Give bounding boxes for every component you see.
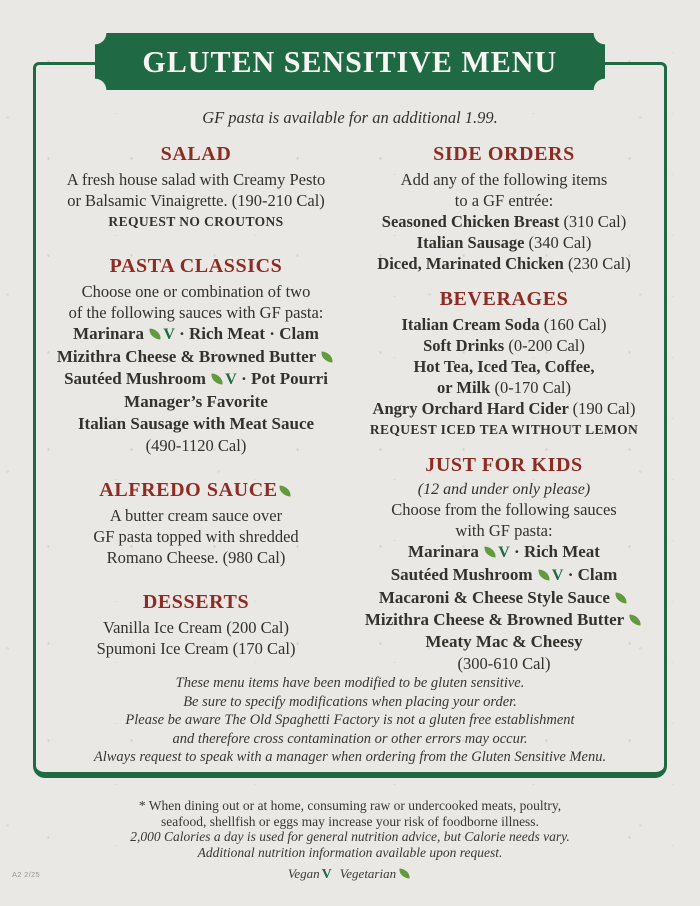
leaf-icon <box>278 485 291 496</box>
menu-section-salad <box>42 142 350 232</box>
menu-line-text: Choose from the following sauces <box>391 500 617 519</box>
section-heading-text: ALFREDO SAUCE <box>99 479 278 501</box>
menu-line-text: or Milk <box>437 378 495 397</box>
note-line: Always request to speak with a manager when ordering from the Gluten Sensitive Menu. <box>93 749 607 765</box>
menu-line <box>350 420 658 440</box>
menu-line-text: Macaroni & Cheese Style Sauce <box>378 588 615 607</box>
menu-line-text: (300-610 Cal) <box>457 654 551 673</box>
section-heading <box>42 254 350 279</box>
leaf-icon <box>211 373 224 384</box>
menu-line-text: Meaty Mac & Cheesy <box>425 632 583 651</box>
menu-line-text: Italian Sausage <box>416 233 529 252</box>
menu-line-text: (190 Cal) <box>572 399 636 418</box>
menu-section-alfredo-sauce <box>42 478 350 568</box>
note-line: Be sure to specify modifications when placing your order. <box>183 693 517 710</box>
menu-line <box>42 413 350 435</box>
doc-code: A2 2/25 <box>12 870 40 879</box>
section-heading <box>350 142 658 167</box>
menu-line <box>350 499 658 520</box>
section-heading-text: JUST FOR KIDS <box>425 454 583 476</box>
menu-line <box>350 520 658 541</box>
leaf-icon <box>484 546 497 557</box>
menu-line-text: Sautéed Mushroom <box>390 565 537 584</box>
menu-line <box>350 609 658 631</box>
footnote-line: * When dining out or at home, consuming raw or undercooked meats, poultry, <box>138 798 562 813</box>
menu-line <box>350 253 658 274</box>
menu-line-text: Soft Drinks <box>423 336 509 355</box>
menu-section-beverages <box>350 287 658 440</box>
vegan-v-icon: V <box>163 326 175 343</box>
menu-line-text: Italian Sausage with Meat Sauce <box>77 414 315 433</box>
note-line: These menu items have been modified to be gluten sensitive. <box>175 675 525 691</box>
menu-line-text: (160 Cal) <box>543 315 607 334</box>
menu-line <box>350 314 658 335</box>
menu-line-text: Sautéed Mushroom <box>64 369 211 388</box>
leaf-icon <box>321 351 334 362</box>
menu-title-banner <box>95 33 605 90</box>
menu-line-text: · Pot Pourri <box>236 369 328 388</box>
menu-line-text: (490-1120 Cal) <box>145 436 247 455</box>
menu-line <box>350 653 658 674</box>
menu-line-text: Angry Orchard Hard Cider <box>372 399 573 418</box>
vegan-v-icon: V <box>321 867 332 882</box>
menu-line-text: Manager’s Favorite <box>124 392 268 411</box>
vegan-v-icon: V <box>498 544 510 561</box>
menu-line <box>350 190 658 211</box>
menu-line-text: with GF pasta: <box>455 521 553 540</box>
section-heading-text: SIDE ORDERS <box>433 143 575 165</box>
left-column <box>42 142 350 687</box>
menu-line-text: · Rich Meat · Clam <box>174 324 319 343</box>
menu-line <box>42 617 350 638</box>
menu-line <box>350 541 658 564</box>
section-heading <box>350 453 658 478</box>
menu-line <box>350 377 658 398</box>
menu-line-text: Choose one or combination of two <box>81 282 311 301</box>
menu-line-text: Marinara <box>408 542 484 561</box>
footnote-line: seafood, shellfish or eggs may increase your risk of foodborne illness. <box>161 813 539 829</box>
menu-line <box>350 211 658 232</box>
vegan-v-icon: V <box>225 371 237 388</box>
menu-line <box>42 547 350 568</box>
menu-line <box>42 638 350 659</box>
menu-line-text: Spumoni Ice Cream (170 Cal) <box>96 639 296 658</box>
menu-section-just-for-kids <box>350 453 658 674</box>
section-heading <box>42 142 350 167</box>
menu-line <box>42 190 350 211</box>
page-title: GLUTEN SENSITIVE MENU <box>142 43 558 79</box>
menu-line <box>42 346 350 368</box>
menu-line <box>350 480 658 499</box>
menu-line <box>42 526 350 547</box>
menu-line-text: or Balsamic Vinaigrette. (190-210 Cal) <box>67 191 325 210</box>
menu-subtitle: GF pasta is available for an additional 1.99. <box>202 108 498 127</box>
menu-line-text: REQUEST NO CROUTONS <box>108 214 284 229</box>
menu-line <box>42 281 350 302</box>
menu-line-text: to a GF entrée: <box>454 191 554 210</box>
menu-line-text: (0-170 Cal) <box>494 378 571 397</box>
menu-line-text: Diced, Marinated Chicken <box>377 254 568 273</box>
menu-line <box>350 587 658 609</box>
menu-line <box>42 435 350 456</box>
menu-line <box>42 391 350 413</box>
menu-section-side-orders <box>350 142 658 274</box>
diet-legend <box>0 866 700 883</box>
menu-line <box>350 356 658 377</box>
menu-line-text: REQUEST ICED TEA WITHOUT LEMON <box>369 422 639 437</box>
menu-line-text: Mizithra Cheese & Browned Butter <box>56 347 321 366</box>
menu-line-text: (12 and under only please) <box>417 481 591 498</box>
section-heading-text: SALAD <box>160 143 232 165</box>
footnote-line: Additional nutrition information available upon request. <box>197 844 503 860</box>
leaf-icon <box>537 569 550 580</box>
section-heading-text: BEVERAGES <box>439 288 569 310</box>
section-heading <box>42 478 350 503</box>
menu-line-text: Vanilla Ice Cream (200 Cal) <box>102 618 289 637</box>
menu-line-text: GF pasta topped with shredded <box>93 527 299 546</box>
vegan-label: Vegan <box>287 866 320 881</box>
modification-notes <box>50 674 650 767</box>
menu-line <box>350 631 658 653</box>
leaf-icon <box>149 328 162 339</box>
leaf-icon <box>399 868 411 878</box>
menu-line-text: Italian Cream Soda <box>401 315 544 334</box>
menu-section-desserts <box>42 590 350 659</box>
menu-line <box>42 505 350 526</box>
menu-line <box>42 212 350 232</box>
menu-line-text: (340 Cal) <box>528 233 592 252</box>
menu-columns <box>42 142 658 687</box>
menu-line <box>42 323 350 346</box>
menu-section-pasta-classics <box>42 254 350 456</box>
menu-line-text: (230 Cal) <box>567 254 631 273</box>
menu-line-text: (0-200 Cal) <box>508 336 585 355</box>
menu-line-text: A fresh house salad with Creamy Pesto <box>66 170 326 189</box>
menu-line-text: Marinara <box>73 324 149 343</box>
vegan-v-icon: V <box>551 567 564 584</box>
menu-line-text: Romano Cheese. (980 Cal) <box>106 548 286 567</box>
menu-line-text: A butter cream sauce over <box>109 506 283 525</box>
menu-line-text: Mizithra Cheese & Browned Butter <box>364 610 629 629</box>
right-column <box>350 142 658 687</box>
menu-line <box>350 335 658 356</box>
section-heading <box>350 287 658 312</box>
section-heading <box>42 590 350 615</box>
section-heading-text: DESSERTS <box>142 591 250 613</box>
menu-line-text: · Rich Meat <box>509 542 600 561</box>
menu-line-text: Hot Tea, Iced Tea, Coffee, <box>413 357 595 376</box>
menu-line <box>350 564 658 587</box>
note-line: Please be aware The Old Spaghetti Factory is not a gluten free establishment <box>125 712 575 728</box>
menu-line <box>350 398 658 419</box>
menu-line-text: of the following sauces with GF pasta: <box>68 303 324 322</box>
menu-line-text: (310 Cal) <box>563 212 627 231</box>
menu-line <box>350 169 658 190</box>
menu-line-text: Add any of the following items <box>400 170 608 189</box>
leaf-icon <box>615 592 628 603</box>
section-heading-text: PASTA CLASSICS <box>109 255 283 277</box>
disclaimer-footnotes <box>75 798 625 860</box>
menu-line-text: Seasoned Chicken Breast <box>381 212 564 231</box>
menu-line <box>42 368 350 391</box>
note-line: and therefore cross contamination or other errors may occur. <box>172 730 528 747</box>
menu-line-text: · Clam <box>563 565 618 584</box>
menu-line <box>42 302 350 323</box>
leaf-icon <box>629 614 642 625</box>
menu-line <box>42 169 350 190</box>
menu-line <box>350 232 658 253</box>
vegetarian-label: Vegetarian <box>339 866 397 881</box>
footnote-line: 2,000 Calories a day is used for general nutrition advice, but Calorie needs vary. <box>130 829 570 844</box>
